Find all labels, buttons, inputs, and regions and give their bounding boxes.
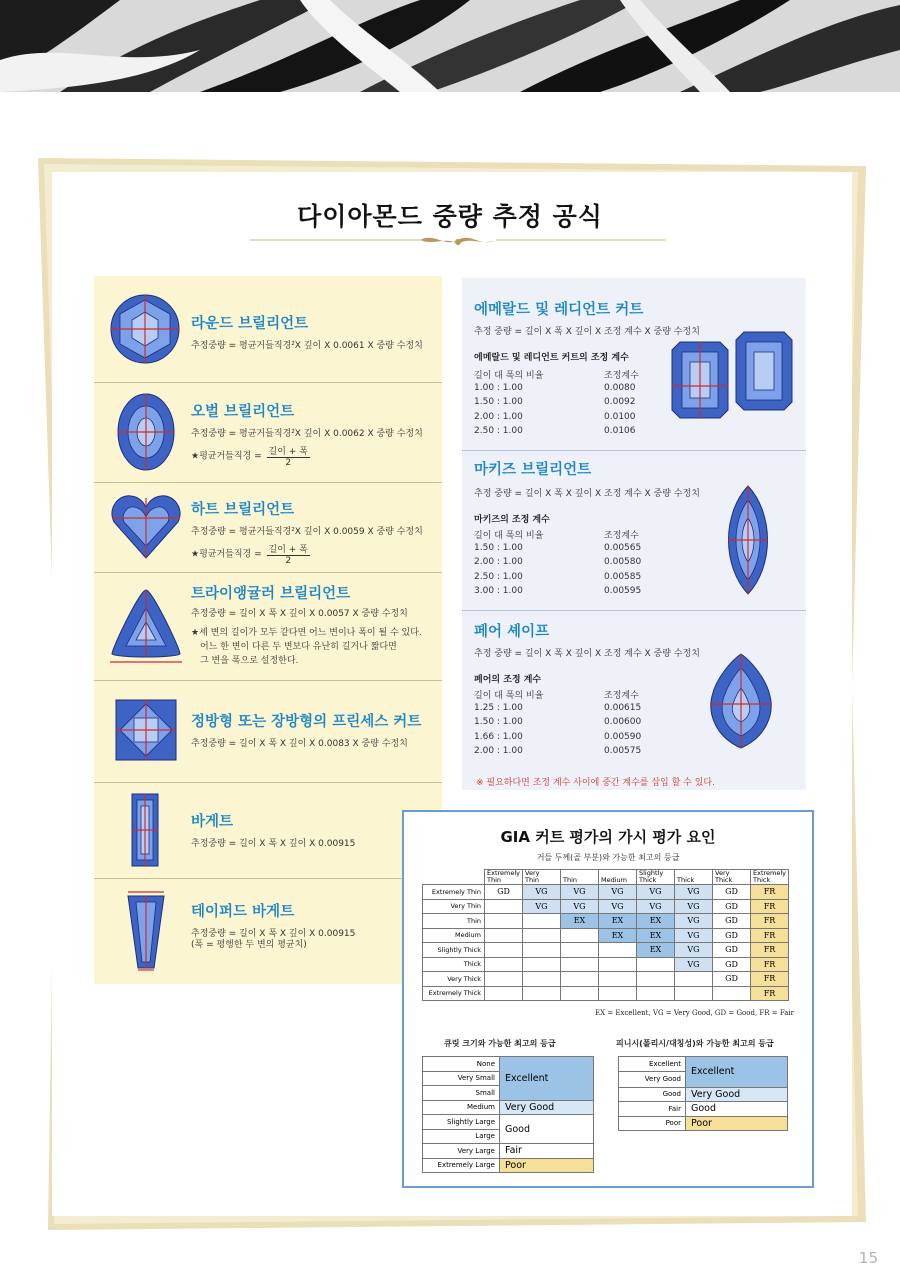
marquise-col1: 길이 대 폭의 비율 xyxy=(474,531,544,541)
oval-brilliant-section xyxy=(94,382,442,483)
matrix-cell: FR xyxy=(751,972,789,987)
table-row: 0.00590 xyxy=(604,731,642,742)
table-row: 2.50 : 1.00 xyxy=(474,571,523,582)
grade-legend: EX = Excellent, VG = Very Good, GD = Good, FR = Fair xyxy=(595,1009,794,1017)
matrix-cell xyxy=(561,972,599,987)
matrix-cell: EX xyxy=(599,914,637,929)
table-row: 1.50 : 1.00 xyxy=(474,542,523,553)
matrix-cell xyxy=(637,986,675,1001)
table-row: 1.00 : 1.00 xyxy=(474,382,523,393)
oval-brilliant-diagram xyxy=(116,392,176,472)
matrix-cell: GD xyxy=(713,885,751,900)
matrix-cell: VG xyxy=(599,885,637,900)
oval-brilliant-name: 오벌 브릴리언트 xyxy=(191,404,295,420)
tapered-baguette-section xyxy=(94,878,442,984)
princess-cut-formula: 추정중량 = 길이 X 폭 X 깊이 X 0.0083 X 중량 수정치 xyxy=(191,739,408,749)
matrix-cell xyxy=(599,957,637,972)
matrix-cell xyxy=(485,986,523,1001)
pear-diagram xyxy=(706,652,776,752)
matrix-cell: GD xyxy=(713,957,751,972)
pear-section xyxy=(462,610,806,790)
matrix-cell xyxy=(561,986,599,1001)
culet-grade-excellent: Excellent xyxy=(500,1057,594,1101)
matrix-cell xyxy=(561,928,599,943)
marquise-coefficient-table xyxy=(474,528,674,601)
top-banner-image xyxy=(0,0,900,92)
table-row: 1.50 : 1.00 xyxy=(474,397,523,407)
interpolation-note: ※ 필요하다면 조정 계수 사이에 중간 계수를 삽입 할 수 있다. xyxy=(476,778,715,788)
heart-brilliant-diagram xyxy=(109,492,183,562)
heart-brilliant-section xyxy=(94,482,442,573)
marquise-col2: 조정계수 xyxy=(604,531,639,541)
finish-grade-excellent: Excellent xyxy=(686,1057,788,1088)
table-row: 3.00 : 1.00 xyxy=(474,586,523,596)
finish-grade-table xyxy=(618,1056,788,1131)
emerald-cut-diagram xyxy=(670,330,796,420)
matrix-cell xyxy=(523,943,561,958)
round-brilliant-name: 라운드 브릴리언트 xyxy=(191,316,309,332)
table-row: 2.00 : 1.00 xyxy=(474,746,523,756)
col-header: Very Thin xyxy=(523,870,561,885)
finish-table-title: 피니시(폴리시/대칭성)와 가능한 최고의 등급 xyxy=(616,1039,774,1048)
matrix-cell xyxy=(523,957,561,972)
matrix-cell xyxy=(561,943,599,958)
matrix-cell: VG xyxy=(675,885,713,900)
matrix-cell: FR xyxy=(751,899,789,914)
tapered-baguette-formula: 추정중량 = 길이 X 폭 X 깊이 X 0.00915 xyxy=(191,929,356,939)
matrix-cell: EX xyxy=(637,914,675,929)
matrix-cell xyxy=(637,957,675,972)
matrix-cell: EX xyxy=(637,943,675,958)
matrix-cell xyxy=(561,957,599,972)
matrix-cell: FR xyxy=(751,986,789,1001)
table-row: 0.00585 xyxy=(604,571,642,582)
table-row: 1.25 : 1.00 xyxy=(474,702,523,713)
oval-avg-girdle-formula xyxy=(191,444,310,468)
page-number: 15 xyxy=(858,1249,878,1267)
culet-table-title: 큐릿 크기와 가능한 최고의 등급 xyxy=(444,1039,556,1048)
table-row: 1.66 : 1.00 xyxy=(474,731,523,742)
col-header: Very Thick xyxy=(713,870,751,885)
triangular-brilliant-name: 트라이앵귤러 브릴리언트 xyxy=(191,586,351,602)
pear-formula: 추정 중량 = 길이 X 폭 X 깊이 X 조정 계수 X 중량 수정치 xyxy=(474,649,700,659)
table-row: 2.00 : 1.00 xyxy=(474,411,523,422)
emerald-coefficient-table xyxy=(474,368,674,441)
col-header: Medium xyxy=(599,870,637,885)
table-row: 0.00595 xyxy=(604,586,642,596)
triangular-note-2: 어느 한 변이 다른 두 변보다 유난히 길거나 짧다면 xyxy=(200,642,397,652)
round-brilliant-formula: 추정중량 = 평균거들직경²X 깊이 X 0.0061 X 중량 수정치 xyxy=(191,341,423,351)
table-row: 1.50 : 1.00 xyxy=(474,717,523,727)
matrix-cell xyxy=(599,972,637,987)
matrix-cell xyxy=(599,986,637,1001)
matrix-cell xyxy=(485,972,523,987)
marquise-diagram xyxy=(716,484,780,596)
oval-avg-label: ★평균거들직경 = xyxy=(191,451,262,462)
row-header: Medium xyxy=(423,928,485,943)
table-row: 2.50 : 1.00 xyxy=(474,426,523,436)
matrix-cell xyxy=(485,899,523,914)
table-row: 0.00575 xyxy=(604,746,642,756)
matrix-cell xyxy=(599,943,637,958)
table-row: 0.00615 xyxy=(604,702,642,713)
matrix-cell xyxy=(523,972,561,987)
matrix-cell: VG xyxy=(675,914,713,929)
oval-numerator: 길이 + 폭 xyxy=(267,444,310,458)
heart-numerator: 길이 + 폭 xyxy=(267,542,310,556)
culet-label: None xyxy=(423,1057,500,1072)
finish-label: Fair xyxy=(619,1102,686,1117)
pear-col1: 길이 대 폭의 비율 xyxy=(474,691,544,701)
matrix-cell xyxy=(485,928,523,943)
matrix-cell: VG xyxy=(523,899,561,914)
matrix-cell: VG xyxy=(637,899,675,914)
culet-label: Very Small xyxy=(423,1071,500,1086)
matrix-cell: VG xyxy=(675,957,713,972)
pear-col2: 조정계수 xyxy=(604,691,639,701)
oval-denominator: 2 xyxy=(285,458,292,468)
girdle-grade-matrix xyxy=(422,869,789,1001)
emerald-col2: 조정계수 xyxy=(604,371,639,381)
matrix-corner xyxy=(423,870,485,885)
col-header: Extremely Thin xyxy=(485,870,523,885)
tapered-baguette-name: 테이퍼드 바게트 xyxy=(191,904,295,920)
matrix-cell: GD xyxy=(713,899,751,914)
matrix-cell xyxy=(523,928,561,943)
matrix-cell: FR xyxy=(751,928,789,943)
table-row: 0.00565 xyxy=(604,542,642,553)
marquise-section xyxy=(462,450,806,611)
round-brilliant-diagram xyxy=(108,292,182,366)
matrix-cell: EX xyxy=(561,914,599,929)
matrix-cell: VG xyxy=(561,899,599,914)
gia-cut-grading-panel xyxy=(402,810,814,1188)
matrix-cell: VG xyxy=(675,928,713,943)
culet-label: Slightly Large xyxy=(423,1115,500,1130)
pear-table-title: 페어의 조정 계수 xyxy=(474,675,542,685)
matrix-cell: GD xyxy=(713,943,751,958)
marquise-formula: 추정 중량 = 길이 X 폭 X 깊이 X 조정 계수 X 중량 수정치 xyxy=(474,489,700,499)
finish-label: Good xyxy=(619,1087,686,1102)
pear-name: 페어 셰이프 xyxy=(474,624,550,640)
matrix-cell xyxy=(523,986,561,1001)
princess-cut-diagram xyxy=(114,698,178,762)
row-header: Thin xyxy=(423,914,485,929)
row-header: Slightly Thick xyxy=(423,943,485,958)
emerald-formula: 추정 중량 = 길이 X 폭 X 깊이 X 조정 계수 X 중량 수정치 xyxy=(474,327,700,337)
table-row: 0.00580 xyxy=(604,557,642,567)
matrix-cell xyxy=(713,986,751,1001)
matrix-cell xyxy=(523,914,561,929)
matrix-cell: GD xyxy=(713,928,751,943)
emerald-radiant-section xyxy=(462,278,806,451)
finish-label: Poor xyxy=(619,1116,686,1131)
oval-brilliant-formula: 추정중량 = 평균거들직경²X 깊이 X 0.0062 X 중량 수정치 xyxy=(191,429,423,439)
culet-grade-very-good: Very Good xyxy=(500,1100,594,1115)
right-shapes-panel xyxy=(462,278,806,790)
table-row: 0.0092 xyxy=(604,397,636,407)
table-row: 0.0100 xyxy=(604,411,636,422)
finish-label: Excellent xyxy=(619,1057,686,1072)
heart-brilliant-formula: 추정중량 = 평균거들직경²X 깊이 X 0.0059 X 중량 수정치 xyxy=(191,527,423,537)
left-shapes-panel xyxy=(94,276,442,984)
matrix-cell xyxy=(485,943,523,958)
culet-label: Small xyxy=(423,1086,500,1101)
matrix-cell: VG xyxy=(675,943,713,958)
triangular-note-1: ★세 변의 길이가 모두 같다면 어느 변이나 폭이 될 수 있다. xyxy=(191,628,422,638)
baguette-formula: 추정중량 = 길이 X 폭 X 깊이 X 0.00915 xyxy=(191,839,356,849)
table-row: 0.0080 xyxy=(604,382,636,393)
finish-grade-poor: Poor xyxy=(686,1116,788,1131)
heart-avg-girdle-formula xyxy=(191,542,310,566)
emerald-name: 에메랄드 및 레디언트 커트 xyxy=(474,302,644,318)
triangular-note-3: 그 변을 폭으로 설정한다. xyxy=(200,656,299,666)
baguette-name: 바게트 xyxy=(191,814,234,830)
triangular-brilliant-diagram xyxy=(108,586,184,666)
emerald-table-title: 에메랄드 및 레디언트 커트의 조정 계수 xyxy=(474,353,629,363)
matrix-cell: FR xyxy=(751,914,789,929)
tapered-baguette-diagram xyxy=(124,888,168,972)
table-row: 0.00600 xyxy=(604,717,642,727)
princess-cut-section xyxy=(94,680,442,783)
matrix-cell: VG xyxy=(599,899,637,914)
table-row: 2.00 : 1.00 xyxy=(474,557,523,567)
heart-denominator: 2 xyxy=(285,556,292,566)
matrix-cell: FR xyxy=(751,943,789,958)
marquise-table-title: 마키즈의 조정 계수 xyxy=(474,515,550,525)
row-header: Thick xyxy=(423,957,485,972)
matrix-cell: VG xyxy=(637,885,675,900)
culet-label: Large xyxy=(423,1129,500,1144)
matrix-cell xyxy=(485,957,523,972)
col-header: Extremely Thick xyxy=(751,870,789,885)
matrix-cell: FR xyxy=(751,957,789,972)
princess-cut-name: 정방형 또는 장방형의 프린세스 커트 xyxy=(191,714,422,730)
heart-avg-label: ★평균거들직경 = xyxy=(191,549,262,560)
gia-title: GIA 커트 평가의 가시 평가 요인 xyxy=(500,828,716,846)
pear-coefficient-table xyxy=(474,688,674,761)
matrix-cell: FR xyxy=(751,885,789,900)
row-header: Extremely Thick xyxy=(423,986,485,1001)
emerald-col1: 길이 대 폭의 비율 xyxy=(474,371,544,381)
matrix-cell: GD xyxy=(485,885,523,900)
triangular-brilliant-formula: 추정중량 = 길이 X 폭 X 깊이 X 0.0057 X 중량 수정치 xyxy=(191,609,408,619)
col-header: Slightly Thick xyxy=(637,870,675,885)
matrix-cell xyxy=(675,986,713,1001)
col-header: Thick xyxy=(675,870,713,885)
matrix-cell: GD xyxy=(713,914,751,929)
baguette-section xyxy=(94,782,442,879)
round-brilliant-section xyxy=(94,276,442,383)
finish-grade-very-good: Very Good xyxy=(686,1087,788,1102)
matrix-cell xyxy=(637,972,675,987)
page-title: 다이아몬드 중량 추정 공식 xyxy=(297,202,603,231)
culet-label: Very Large xyxy=(423,1144,500,1159)
row-header: Very Thin xyxy=(423,899,485,914)
culet-grade-table xyxy=(422,1056,594,1173)
col-header: Thin xyxy=(561,870,599,885)
matrix-cell: VG xyxy=(561,885,599,900)
row-header: Very Thick xyxy=(423,972,485,987)
title-ornament xyxy=(250,232,666,252)
table-row: 0.0106 xyxy=(604,426,636,436)
culet-label: Extremely Large xyxy=(423,1158,500,1173)
triangular-brilliant-section xyxy=(94,572,442,681)
marquise-name: 마키즈 브릴리언트 xyxy=(474,462,592,478)
matrix-cell: VG xyxy=(523,885,561,900)
finish-label: Very Good xyxy=(619,1071,686,1087)
tapered-baguette-note: (폭 = 평행한 두 변의 평균치) xyxy=(191,940,307,950)
girdle-matrix-title: 거들 두께(골 부분)와 가능한 최고의 등급 xyxy=(536,853,680,862)
matrix-cell xyxy=(485,914,523,929)
matrix-cell: EX xyxy=(599,928,637,943)
matrix-cell xyxy=(675,972,713,987)
culet-grade-fair: Fair xyxy=(500,1144,594,1159)
finish-grade-good: Good xyxy=(686,1102,788,1117)
matrix-cell: EX xyxy=(637,928,675,943)
heart-brilliant-name: 하트 브릴리언트 xyxy=(191,502,295,518)
matrix-cell: GD xyxy=(713,972,751,987)
culet-grade-good: Good xyxy=(500,1115,594,1144)
matrix-cell: VG xyxy=(675,899,713,914)
culet-grade-poor: Poor xyxy=(500,1158,594,1173)
row-header: Extremely Thin xyxy=(423,885,485,900)
baguette-diagram xyxy=(130,792,160,868)
culet-label: Medium xyxy=(423,1100,500,1115)
